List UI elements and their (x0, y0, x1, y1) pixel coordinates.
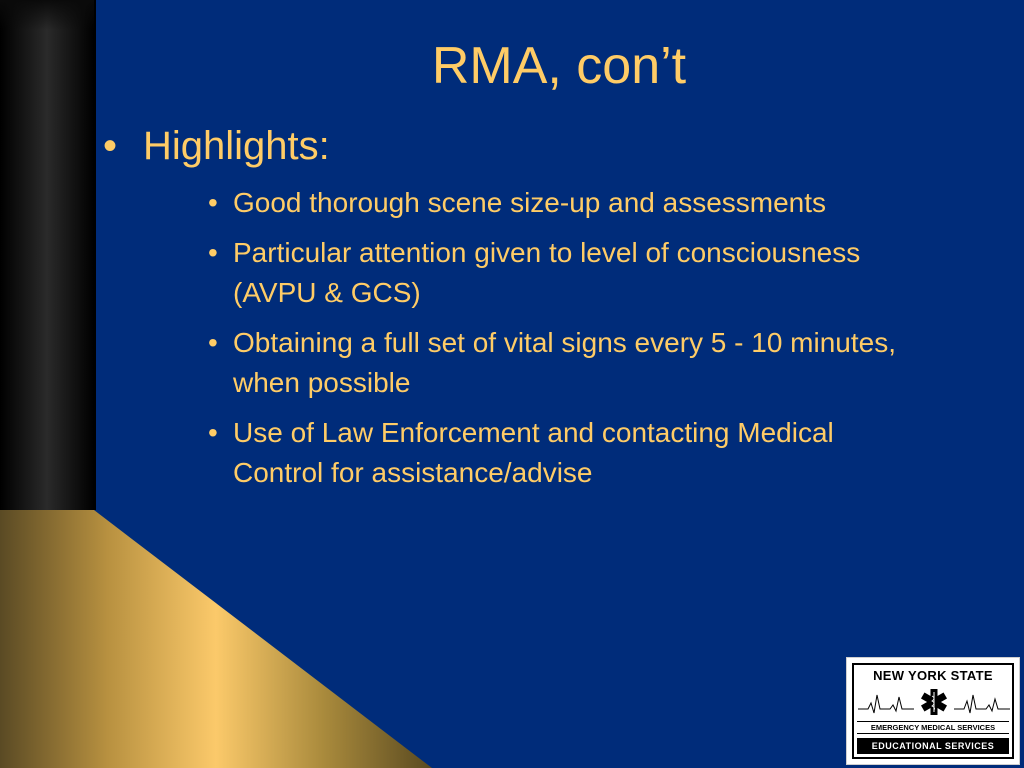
slide-title: RMA, con’t (431, 37, 687, 95)
star-of-life-icon (858, 687, 1010, 717)
bullet-dot-icon: • (208, 327, 218, 358)
sub-bullet-text: Good thorough scene size-up and assessments (233, 187, 827, 218)
sub-bullet-item (208, 233, 928, 313)
logo-banner: EDUCATIONAL SERVICES (857, 738, 1009, 754)
sub-bullet-item (208, 413, 928, 493)
sub-bullet-item (208, 323, 928, 403)
logo-subtitle: EMERGENCY MEDICAL SERVICES (857, 721, 1009, 734)
bullet-dot-icon: • (103, 124, 118, 168)
bullet-dot-icon: • (208, 187, 218, 218)
left-dark-bar (0, 0, 96, 510)
sub-bullet-text: Obtaining a full set of vital signs every 5 - 10 minutes, when possible (233, 327, 896, 398)
sub-bullet-text: Use of Law Enforcement and contacting Medical Control for assistance/advise (233, 417, 834, 488)
logo-title: NEW YORK STATE (873, 668, 993, 683)
bullet-dot-icon: • (208, 237, 218, 268)
main-bullet-text: Highlights: (143, 124, 330, 168)
sub-bullet-text: Particular attention given to level of consciousness (AVPU & GCS) (233, 237, 861, 308)
nys-ems-logo (846, 657, 1020, 765)
logo-frame (852, 663, 1014, 759)
main-bullet (103, 122, 330, 170)
left-bar-shade (0, 0, 94, 30)
sub-bullet-item (208, 183, 928, 223)
sub-bullet-list (208, 183, 928, 503)
bullet-dot-icon: • (208, 417, 218, 448)
